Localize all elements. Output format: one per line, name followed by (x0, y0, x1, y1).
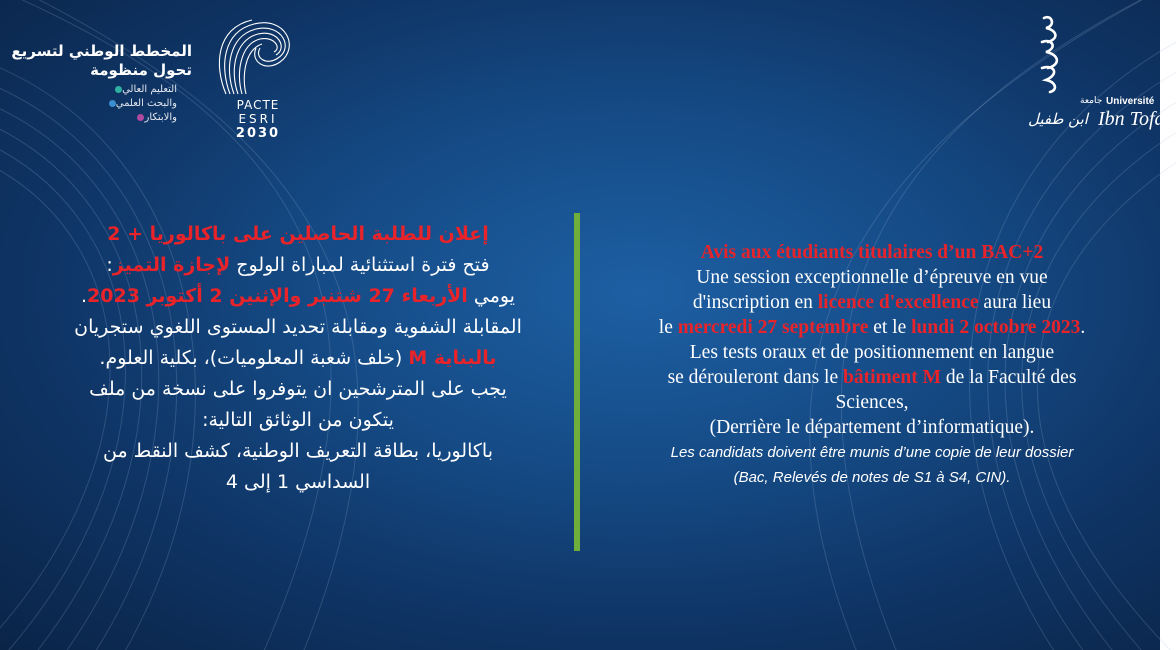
french-line-4-and: et le (868, 317, 912, 338)
french-line-2: Une session exceptionnelle d’épreuve en vue (696, 267, 1048, 288)
pacte-logo-line-2-text: والبحث العلمي (115, 98, 177, 109)
pacte-logo-line-2 (105, 98, 177, 109)
esri-word: ESRI (238, 112, 278, 126)
arabic-line-3 (22, 281, 574, 312)
french-line-5: Les tests oraux et de positionnement en langue (689, 342, 1055, 363)
arabic-line-2-colon: : (106, 254, 113, 276)
pacte-logo-line-3 (133, 112, 177, 123)
university-ibn-tofail-logo (1028, 12, 1176, 137)
blue-dot-icon (109, 100, 116, 107)
university-latin-name: Ibn Tofail (1098, 108, 1176, 130)
pacte-logo-line-1-text: التعليم العالي (122, 84, 177, 95)
french-licence-excellence: licence d'excellence (817, 292, 979, 313)
ibn-tofail-emblem-icon (1034, 12, 1074, 94)
french-announcement (592, 240, 1152, 490)
french-line-4-start: le (658, 317, 678, 338)
french-line-3 (592, 290, 1152, 315)
french-building-m: bâtiment M (843, 367, 942, 388)
arabic-heading: إعلان للطلبة الحاصلين على باكالوريا + 2 (107, 223, 489, 245)
university-latin-top: Université (1106, 96, 1155, 107)
pacte-logo-title-line-2: تحول منظومة (90, 61, 192, 79)
pacte-logo-line-1 (111, 84, 177, 95)
arabic-line-5-text: (خلف شعبة المعلوميات)، بكلية العلوم. (99, 347, 409, 369)
french-line-7: Sciences, (835, 392, 909, 413)
pacte-word: PACTE (236, 98, 280, 112)
arabic-building-m: بالبناية M (408, 347, 497, 369)
university-arabic-top: جامعة (1080, 96, 1103, 106)
french-line-6-end: de la Faculté des (941, 367, 1077, 388)
french-date-monday: lundi 2 octobre 2023 (911, 317, 1081, 338)
university-arabic-name: ابن طفيل (1028, 110, 1088, 128)
pacte-logo-title-line-1: المخطط الوطني لتسريع (11, 42, 192, 60)
arabic-line-9: السداسي 1 إلى 4 (225, 471, 371, 493)
arabic-line-3-period: . (81, 285, 88, 307)
french-line-3-text: d'inscription en (692, 292, 818, 313)
arabic-dates: الأربعاء 27 شتنبر والإثنين 2 أكتوبر 2023 (87, 285, 468, 307)
arabic-line-4: المقابلة الشفوية ومقابلة تحديد المستوى اللغوي ستجريان (74, 316, 522, 338)
arabic-line-6: يجب على المترشحين ان يتوفروا على نسخة من ملف (89, 378, 507, 400)
arabic-line-3-text: يومي (467, 285, 515, 307)
arabic-excellence-license: لإجازة التميز (112, 254, 231, 276)
arabic-announcement (22, 219, 574, 498)
arabic-line-2 (22, 250, 574, 281)
french-line-8: (Derrière le département d’informatique). (709, 417, 1035, 438)
pacte-logo-line-3-text: والابتكار (144, 112, 177, 123)
french-line-4 (592, 315, 1152, 340)
french-heading: Avis aux étudiants titulaires d’un BAC+2 (700, 242, 1044, 263)
arabic-line-8: باكالوريا، بطاقة التعريف الوطنية، كشف النقط من (102, 440, 494, 462)
french-line-6 (592, 365, 1152, 390)
french-line-4-period: . (1080, 317, 1086, 338)
french-line-6-start: se dérouleront dans le (667, 367, 844, 388)
year-2030-word: 2030 (235, 126, 281, 141)
pacte-logo-arabic-title (11, 42, 192, 80)
french-note-2: (Bac, Relevés de notes de S1 à S4, CIN). (733, 469, 1011, 486)
arabic-line-7: يتكون من الوثائق التالية: (202, 409, 394, 431)
green-divider (574, 213, 580, 551)
pacte-esri-logo (11, 18, 304, 141)
french-note-1: Les candidats doivent être munis d’une copie de leur dossier (670, 444, 1074, 461)
pacte-swirl-icon (210, 18, 302, 100)
french-date-wednesday: mercredi 27 septembre (677, 317, 869, 338)
french-line-3-end: aura lieu (978, 292, 1052, 313)
arabic-line-5 (22, 343, 574, 374)
arabic-line-2-text: فتح فترة استثنائية لمباراة الولوج (230, 254, 490, 276)
